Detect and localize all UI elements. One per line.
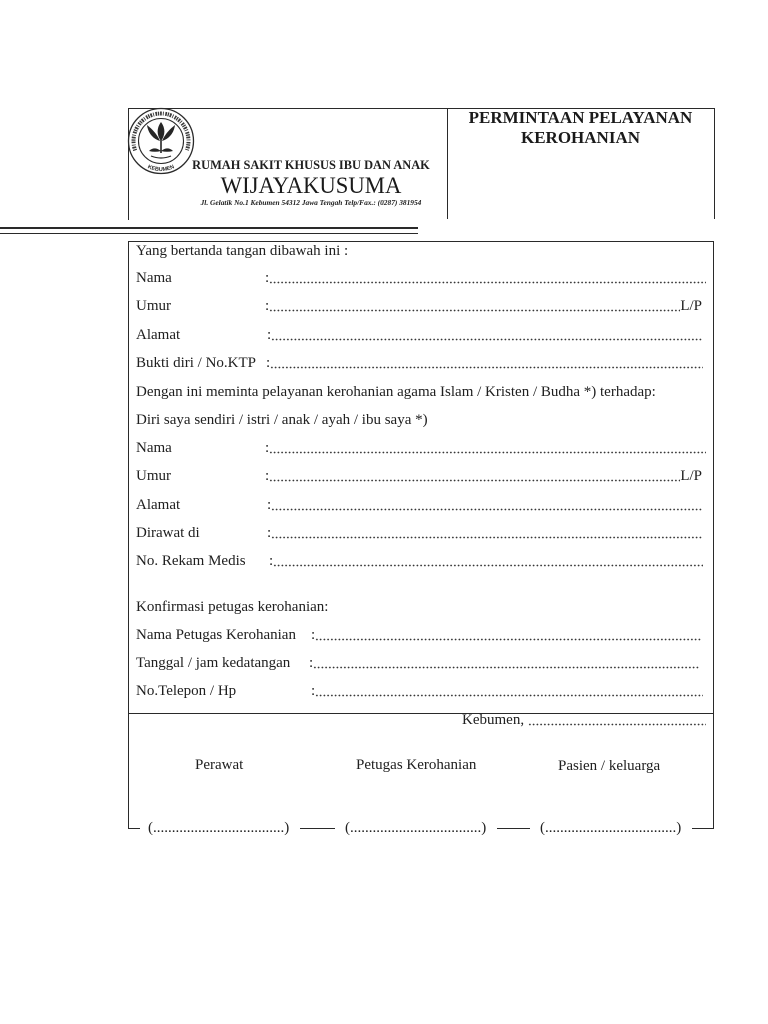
form-left-border [128, 241, 129, 829]
seal-flower-emblem [147, 122, 175, 158]
dotted-leader [269, 479, 680, 482]
dotted-leader [271, 536, 703, 539]
field-colon: : [267, 497, 272, 513]
officer-name-label: Nama Petugas Kerohanian [136, 627, 296, 643]
medical-record-blank [269, 552, 703, 570]
patient-signature-blank: (...................................) [540, 820, 682, 836]
dotted-leader [269, 451, 706, 454]
requester-id-label: Bukti diri / No.KTP [136, 355, 257, 371]
dotted-leader [270, 366, 703, 369]
patient-age-blank [265, 467, 702, 485]
dotted-leader [315, 638, 702, 641]
hospital-name: WIJAYAKUSUMA [220, 173, 402, 198]
requester-name-blank [265, 269, 706, 287]
header-double-rule-thin [0, 233, 418, 234]
requester-age-label: Umur [136, 298, 171, 314]
form-title-line-2: KEROHANIAN [520, 128, 640, 147]
phone-blank [311, 682, 703, 700]
nurse-signature-label: Perawat [195, 757, 244, 773]
form-bottom-segment [300, 828, 335, 829]
header-right-border [714, 108, 715, 219]
emblem-center-petal [158, 122, 165, 141]
field-colon: : [265, 440, 270, 456]
place-label: Kebumen, [462, 712, 525, 728]
patient-address-label: Alamat [136, 497, 181, 513]
arrival-datetime-blank [309, 654, 700, 672]
intro-statement: Yang bertanda tangan dibawah ini : [136, 243, 349, 259]
patient-ward-label: Dirawat di [136, 525, 200, 541]
form-right-border [713, 241, 714, 829]
form-title-line-1: PERMINTAAN PELAYANAN [468, 108, 693, 127]
field-colon: : [265, 298, 270, 314]
field-colon: : [267, 525, 272, 541]
nurse-signature-blank: (...................................) [148, 820, 290, 836]
form-bottom-left-foot [128, 828, 140, 829]
requester-address-label: Alamat [136, 327, 181, 343]
phone-label: No.Telepon / Hp [136, 683, 237, 699]
officer-signature-label: Petugas Kerohanian [356, 757, 477, 773]
dotted-leader [269, 281, 706, 284]
patient-age-label: Umur [136, 468, 171, 484]
field-colon: : [309, 655, 314, 671]
patient-ward-blank [267, 524, 703, 542]
arrival-datetime-label: Tanggal / jam kedatangan [136, 655, 291, 671]
dotted-leader [528, 723, 706, 726]
form-bottom-segment [692, 828, 714, 829]
emblem-base [151, 156, 171, 158]
dotted-leader [313, 666, 700, 669]
form-bottom-segment [497, 828, 530, 829]
requester-sex-options: L/P [680, 298, 702, 314]
service-request-statement: Dengan ini meminta pelayanan kerohanian agama Islam / Kristen / Budha *) terhadap: [136, 384, 656, 400]
emblem-left-leaf [149, 148, 161, 151]
officer-signature-blank: (...................................) [345, 820, 487, 836]
patient-signature-label: Pasien / keluarga [558, 758, 661, 774]
field-colon: : [265, 270, 270, 286]
hospital-type: RUMAH SAKIT KHUSUS IBU DAN ANAK [192, 158, 430, 172]
field-colon: : [311, 627, 316, 643]
place-date-line [462, 711, 706, 729]
dotted-leader [315, 694, 703, 697]
field-colon: : [269, 553, 274, 569]
field-colon: : [267, 327, 272, 343]
field-colon: : [311, 683, 316, 699]
requester-address-blank [267, 326, 703, 344]
officer-name-blank [311, 626, 702, 644]
patient-sex-options: L/P [680, 468, 702, 484]
header-double-rule-thick [0, 227, 418, 229]
relation-statement: Diri saya sendiri / istri / anak / ayah / ibu saya *) [136, 412, 428, 428]
dotted-leader [273, 564, 703, 567]
medical-record-label: No. Rekam Medis [136, 553, 246, 569]
requester-id-blank [266, 354, 703, 372]
dotted-leader [271, 508, 703, 511]
emblem-right-leaf [161, 148, 173, 151]
seal-bottom-lettering: KEBUMEN [146, 164, 176, 174]
field-colon: : [266, 355, 271, 371]
dotted-leader [269, 309, 680, 312]
patient-address-blank [267, 496, 703, 514]
hospital-address: Jl. Gelatik No.1 Kebumen 54312 Jawa Tengah Telp/Fax.: (0287) 381954 [200, 198, 422, 207]
requester-age-blank [265, 297, 702, 315]
dotted-leader [271, 338, 703, 341]
field-colon: : [265, 468, 270, 484]
requester-name-label: Nama [136, 270, 172, 286]
patient-name-blank [265, 439, 706, 457]
patient-name-label: Nama [136, 440, 172, 456]
confirmation-heading: Konfirmasi petugas kerohanian: [136, 599, 329, 615]
